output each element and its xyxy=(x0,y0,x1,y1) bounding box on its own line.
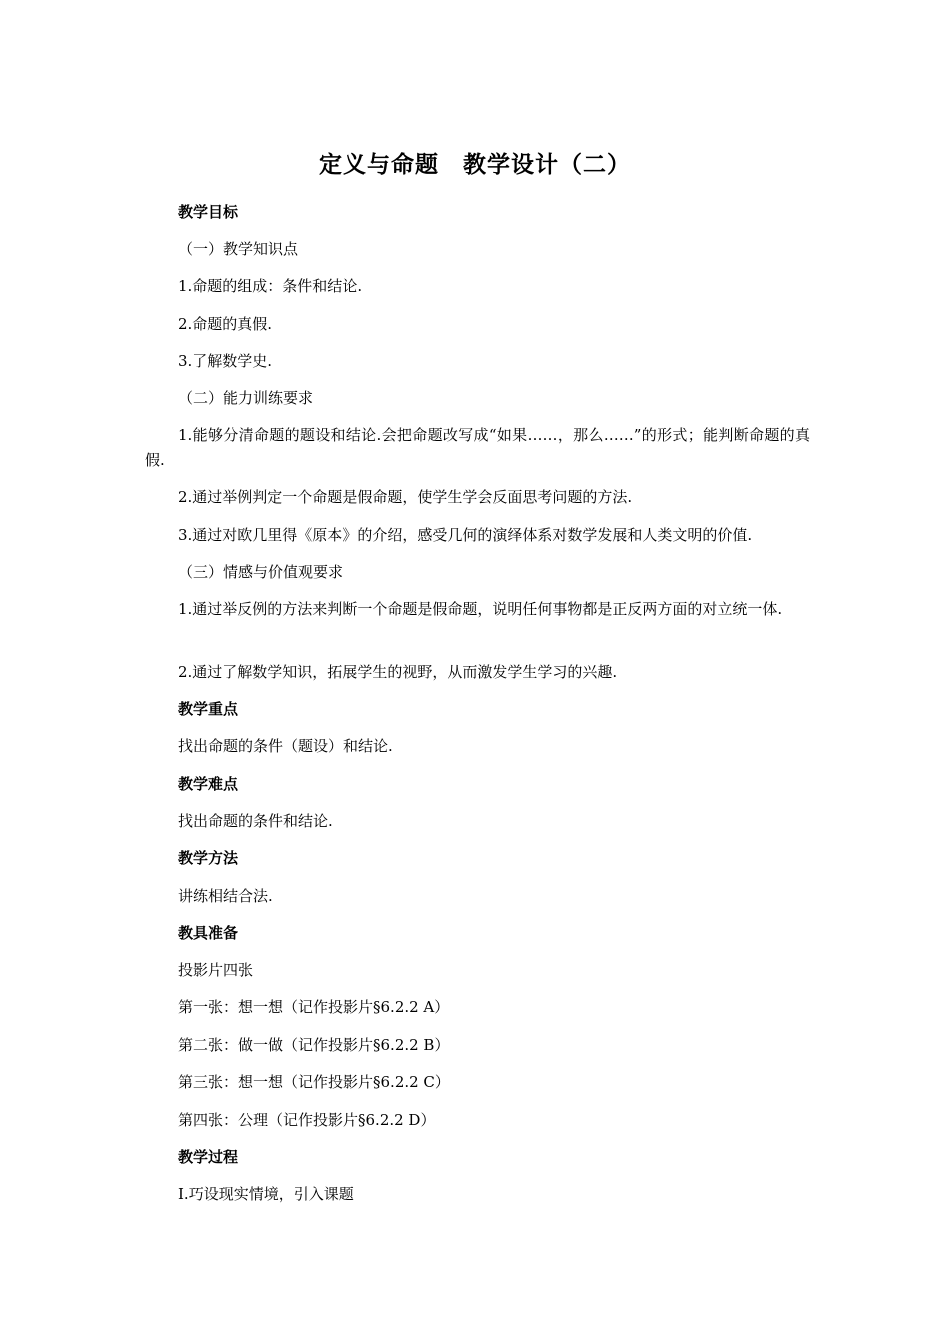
tools-item-1: 第一张：想一想（记作投影片§6.2.2 A） xyxy=(178,998,450,1016)
knowledge-item-3: 3.了解数学史. xyxy=(178,352,273,370)
document-title: 定义与命题 教学设计（二） xyxy=(319,152,631,178)
difficulty-heading: 教学难点 xyxy=(178,775,239,793)
ability-item-1: 1.能够分清命题的题设和结论.会把命题改写成“如果……，那么……”的形式；能判断命题的真假. xyxy=(145,426,810,469)
tools-heading: 教具准备 xyxy=(178,924,239,942)
process-heading: 教学过程 xyxy=(178,1148,239,1166)
emotion-heading: （三）情感与价值观要求 xyxy=(178,563,344,581)
tools-item-3: 第三张：想一想（记作投影片§6.2.2 C） xyxy=(178,1073,450,1091)
ability-heading: （二）能力训练要求 xyxy=(178,389,314,407)
focus-heading: 教学重点 xyxy=(178,700,239,718)
difficulty-text: 找出命题的条件和结论. xyxy=(178,812,333,830)
knowledge-item-2: 2.命题的真假. xyxy=(178,315,273,333)
goals-heading: 教学目标 xyxy=(178,203,239,221)
tools-item-2: 第二张：做一做（记作投影片§6.2.2 B） xyxy=(178,1036,450,1054)
knowledge-heading: （一）教学知识点 xyxy=(178,240,299,258)
tools-intro: 投影片四张 xyxy=(178,961,254,979)
emotion-item-2: 2.通过了解数学知识，拓展学生的视野，从而激发学生学习的兴趣. xyxy=(178,663,618,681)
knowledge-item-1: 1.命题的组成：条件和结论. xyxy=(178,277,363,295)
ability-item-2: 2.通过举例判定一个命题是假命题，使学生学会反面思考问题的方法. xyxy=(178,488,633,506)
emotion-item-1: 1.通过举反例的方法来判断一个命题是假命题，说明任何事物都是正反两方面的对立统一体. xyxy=(178,600,783,618)
method-text: 讲练相结合法. xyxy=(178,887,273,905)
method-heading: 教学方法 xyxy=(178,849,239,867)
tools-item-4: 第四张：公理（记作投影片§6.2.2 D） xyxy=(178,1111,436,1129)
focus-text: 找出命题的条件（题设）和结论. xyxy=(178,737,393,755)
ability-item-3: 3.通过对欧几里得《原本》的介绍，感受几何的演绎体系对数学发展和人类文明的价值. xyxy=(178,526,753,544)
process-step-1: Ⅰ.巧设现实情境，引入课题 xyxy=(178,1185,354,1203)
